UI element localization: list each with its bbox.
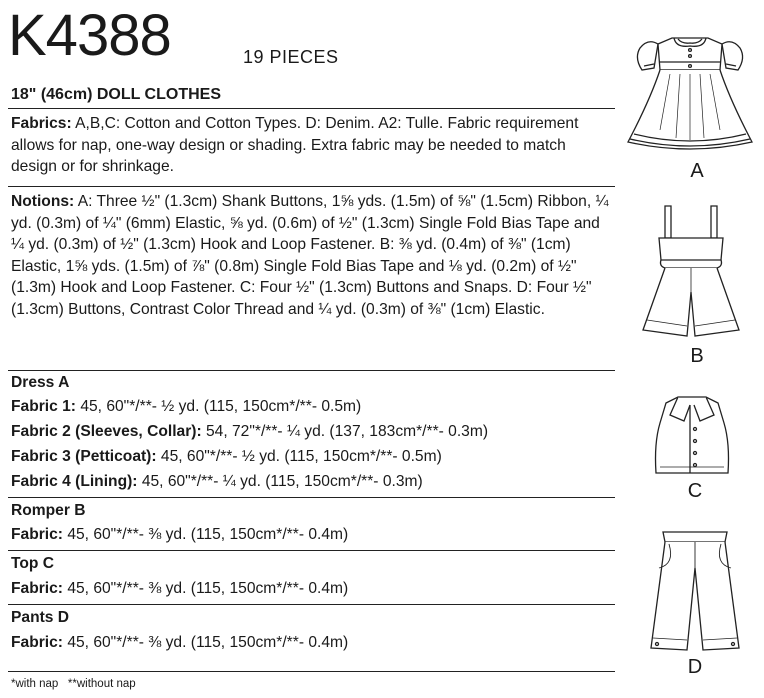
notions-paragraph [11,191,615,321]
figure-label-c: C [687,480,703,502]
divider [8,604,615,605]
yardage-label: Fabric: [11,526,63,543]
yardage-label: Fabric: [11,580,63,597]
yardage-label: Fabric 3 (Petticoat): [11,448,157,465]
yardage-value: 45, 60"*/**- ½ yd. (115, 150cm*/**- 0.5m) [156,448,442,465]
notions-text: A: Three ½" (1.3cm) Shank Buttons, 1⅝ yds. (1.5m) of ⅝" (1.5cm) Ribbon, ¼ yd. (0.3m) of ¼" (6mm) Elastic, ⅝ yd. (0.6m) of ½" (1.3cm) Single Fold Bias Tape and ¼ yd. (0.3m) of ½" (1.3cm) Hook and Loop Fastener. B: ⅜ yd. (0.4m) of ⅜" (1cm) Elastic, 1⅝ yds. (1.5m) of ⅞" (0.8m) Single Fold Bias Tape and ⅛ yd. (0.2m) of ½" (1.3m) Hook and Loop Fastener. C: Four ½" (1.3cm) Buttons and Snaps. D: Four ½" (1.3cm) Buttons, Contrast Color Thread and ¼ yd. (0.3m) of ⅜" (1cm) Elastic. [11,193,609,318]
section-title-pants-d: Pants D [11,609,70,626]
yardage-label: Fabric 2 (Sleeves, Collar): [11,423,202,440]
yardage-row [11,423,488,441]
divider [8,671,615,672]
notions-label: Notions: [11,193,75,210]
section-title-romper-b: Romper B [11,502,86,519]
yardage-row [11,580,348,598]
yardage-value: 45, 60"*/**- ⅜ yd. (115, 150cm*/**- 0.4m) [63,634,349,651]
dress-illustration-icon [620,30,760,160]
yardage-label: Fabric 1: [11,398,76,415]
yardage-row [11,526,348,544]
divider [8,497,615,498]
divider [8,186,615,187]
section-title-top-c: Top C [11,555,55,572]
yardage-value: 54, 72"*/**- ¼ yd. (137, 183cm*/**- 0.3m) [201,423,489,440]
yardage-value: 45, 60"*/**- ⅜ yd. (115, 150cm*/**- 0.4m) [63,526,349,543]
yardage-row [11,473,423,491]
pants-illustration-icon [645,528,745,656]
pattern-number: K4388 [8,3,171,68]
yardage-value: 45, 60"*/**- ⅜ yd. (115, 150cm*/**- 0.4m) [63,580,349,597]
yardage-row [11,634,348,652]
top-illustration-icon [650,393,734,479]
divider [8,108,615,109]
yardage-row [11,398,361,416]
fabrics-text: A,B,C: Cotton and Cotton Types. D: Denim. A2: Tulle. Fabric requirement allows for nap, one-way design or shading. Extra fabric may be needed to match design or for shrinkage. [11,115,579,176]
figure-label-d: D [687,656,703,678]
yardage-row [11,448,442,466]
page-subtitle: 18" (46cm) DOLL CLOTHES [11,86,221,103]
pieces-count: 19 PIECES [243,47,339,67]
divider [8,370,615,371]
yardage-value: 45, 60"*/**- ½ yd. (115, 150cm*/**- 0.5m) [76,398,362,415]
fabrics-paragraph [11,113,615,178]
yardage-label: Fabric: [11,634,63,651]
yardage-value: 45, 60"*/**- ¼ yd. (115, 150cm*/**- 0.3m) [137,473,423,490]
romper-illustration-icon [635,202,747,340]
fabrics-label: Fabrics: [11,115,72,132]
yardage-label: Fabric 4 (Lining): [11,473,138,490]
figure-label-b: B [690,345,704,367]
section-title-dress-a: Dress A [11,374,70,391]
footnote: *with nap **without nap [11,678,136,690]
divider [8,550,615,551]
figure-label-a: A [690,160,704,182]
